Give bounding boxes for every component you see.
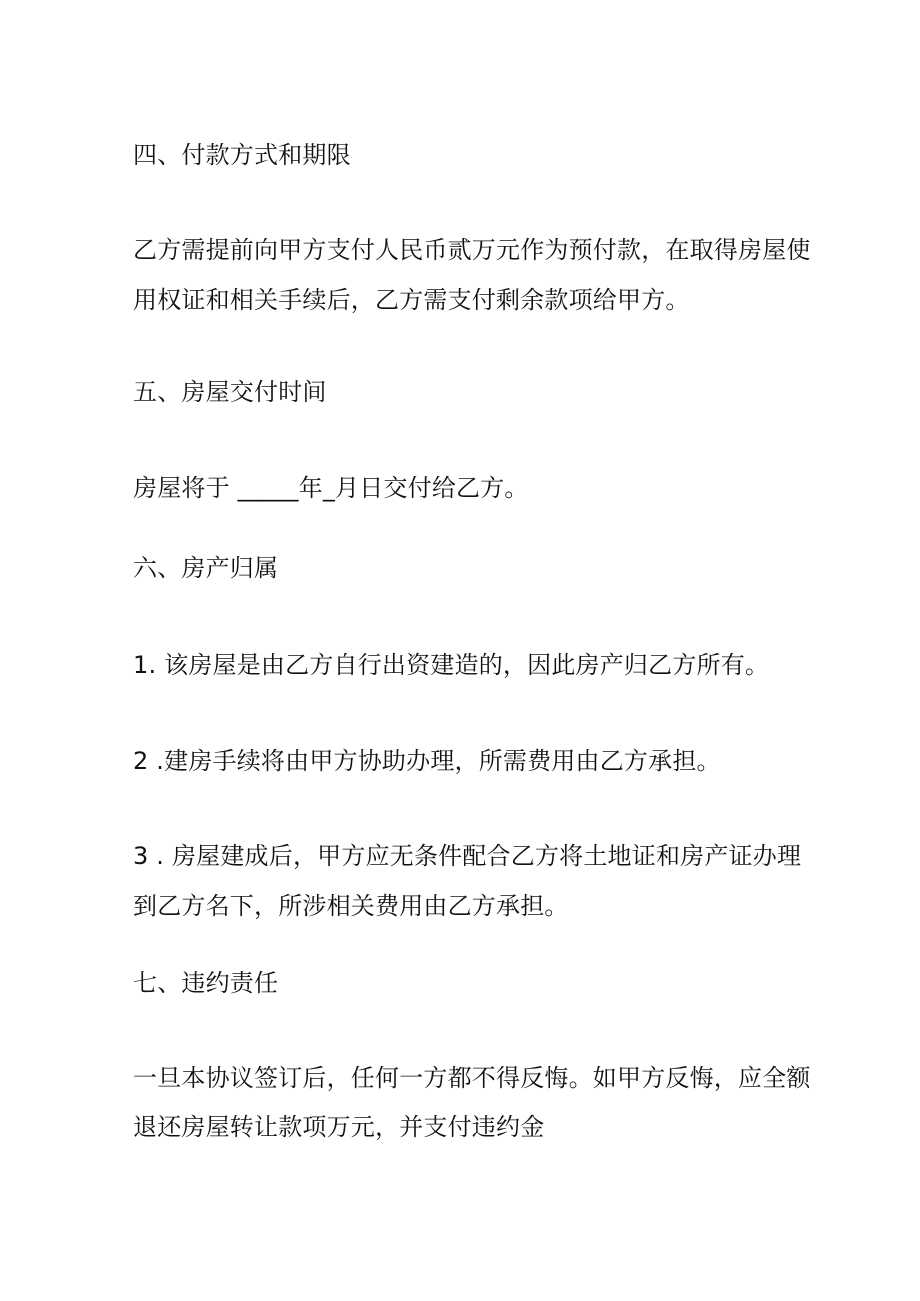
section-6-item-2: 2 .建房手续将由甲方协助办理，所需费用由乙方承担。 (133, 747, 721, 775)
section-6-item-1: 1. 该房屋是由乙方自行出资建造的，因此房产归乙方所有。 (133, 651, 770, 679)
section-5-body: 房屋将于 _____年_月日交付给乙方。 (133, 474, 529, 502)
section-4-heading: 四、付款方式和期限 (133, 141, 351, 169)
section-5-heading: 五、房屋交付时间 (133, 378, 327, 406)
section-7-body-line-1: 一旦本协议签订后，任何一方都不得反悔。如甲方反悔，应全额 (133, 1064, 811, 1092)
section-4-body-line-1: 乙方需提前向甲方支付人民币贰万元作为预付款，在取得房屋使 (133, 236, 811, 264)
section-7-heading: 七、违约责任 (133, 969, 279, 997)
section-4-body-line-2: 用权证和相关手续后，乙方需支付剩余款项给甲方。 (133, 286, 690, 314)
section-6-item-3-line-1: 3 . 房屋建成后，甲方应无条件配合乙方将土地证和房产证办理 (133, 842, 802, 870)
section-6-heading: 六、房产归属 (133, 554, 279, 582)
section-6-item-3-line-2: 到乙方名下，所涉相关费用由乙方承担。 (133, 892, 569, 920)
section-7-body-line-2: 退还房屋转让款项万元，并支付违约金 (133, 1113, 545, 1141)
